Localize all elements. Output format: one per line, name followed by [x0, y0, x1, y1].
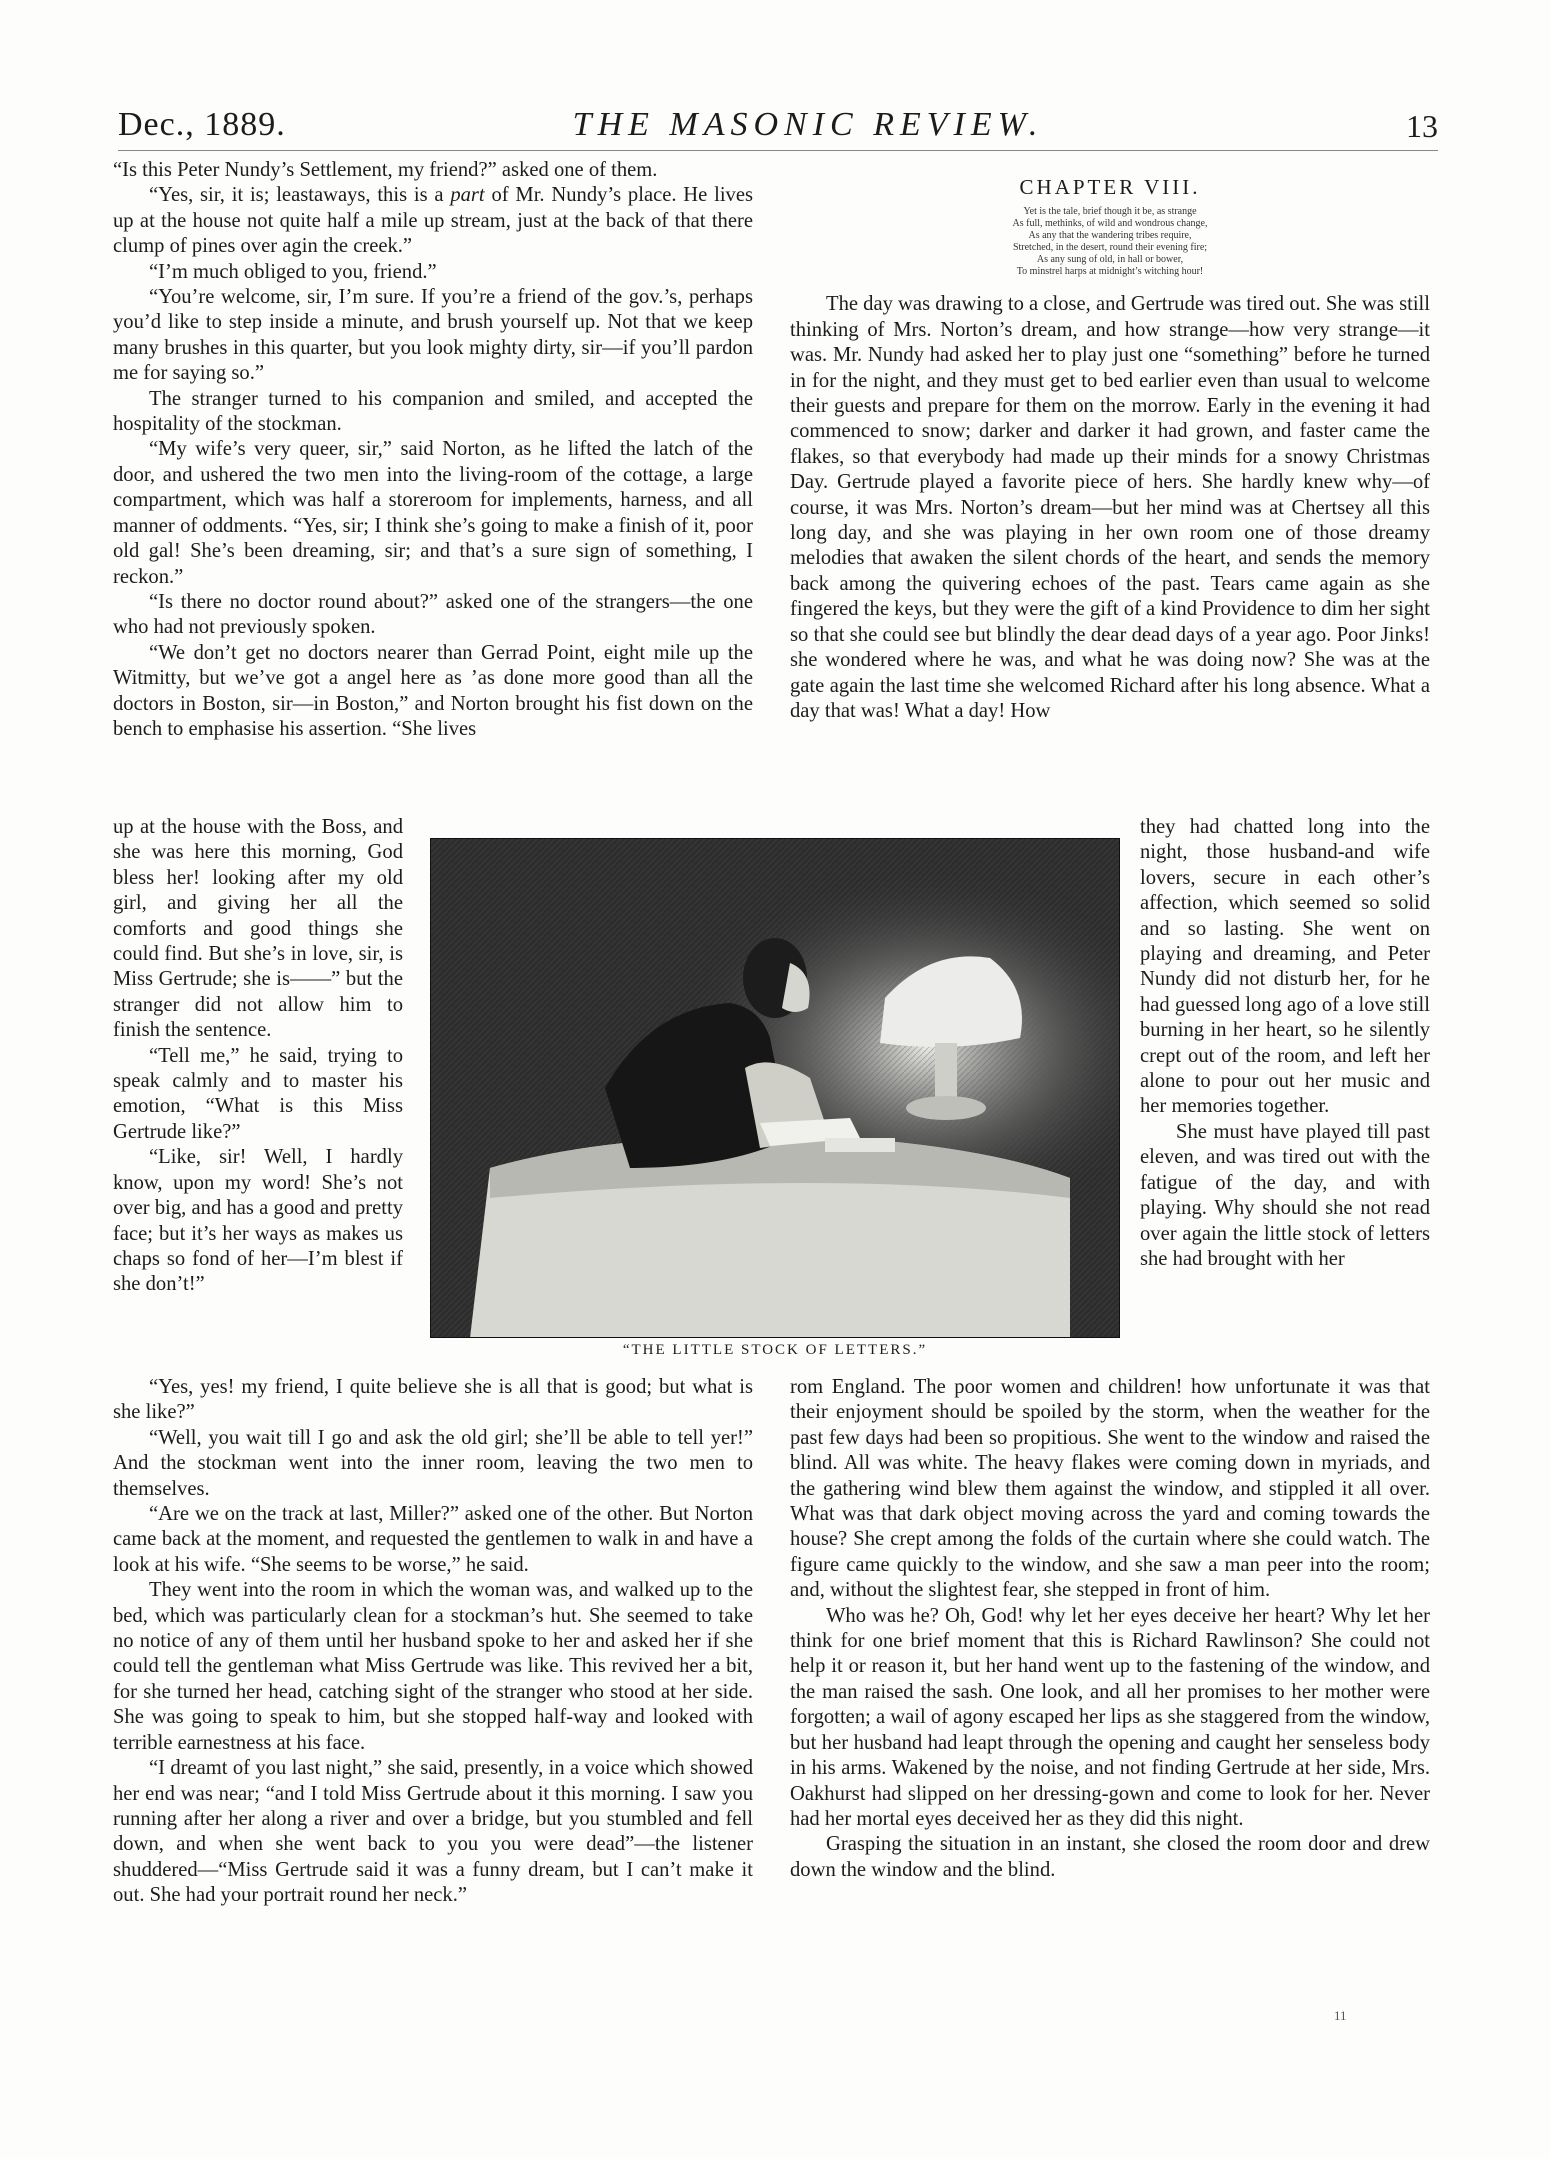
paragraph: “Are we on the track at last, Miller?” asked one of the other. But Norton came back at the moment, and requested the gentlemen to walk in and have a look at his wife. “She seems to be worse,” he said. [113, 1503, 753, 1576]
paragraph: “Yes, sir, it is; leastaways, this is a part of Mr. Nundy’s place. He lives up at the house not quite half a mile up stream, just at the back of that there clump of pines over agin the creek.” [113, 184, 753, 258]
paragraph: “Tell me,” he said, trying to speak calmly and to master his emotion, “What is this Miss Gertrude like?” [113, 1044, 403, 1143]
paragraph: Grasping the situation in an instant, she closed the room door and drew down the window and the blind. [790, 1833, 1430, 1881]
epigraph-line: Yet is the tale, brief though it be, as strange [1023, 206, 1197, 218]
italic-part: part [450, 184, 485, 207]
paragraph: Who was he? Oh, God! why let her eyes deceive her heart? Why let her think for one brief moment that this is Richard Rawlinson? She could not help it or reason it, but her hand went up to the fastening of the window, and the man raised the sash. One look, and all her promises to her mother were forgotten; a wail of agony escaped her lips as she staggered from the window, but her husband had leapt through the opening and caught her senseless body in his arms. Wakened by the noise, and not finding Gertrude at her side, Mrs. Oakhurst had slipped on her dressing-gown and come to look for her. Never had her mortal eyes deceived her as they did this night. [790, 1604, 1430, 1830]
paragraph: rom England. The poor women and children! how unfortunate it was that their enjoyment should be spoiled by the storm, when the weather for the past few days had been so propitious. She went to the window and raised the blind. All was white. The heavy flakes were coming down in myriads, and the gathering wind blew them against the window, and stippled it all over. What was that dark object moving across the yard and coming towards the house? She crept among the folds of the curtain where she could watch. The figure came quickly to the window, and she saw a man peer into the room; and, without the slightest fear, she stepped in front of him. [790, 1376, 1430, 1602]
paragraph: “Like, sir! Well, I hardly know, upon my word! She’s not over big, and has a good and pretty face; but it’s her ways as makes us chaps so fond of her—I’m blest if she don’t!” [113, 1146, 403, 1296]
paragraph: She must have played till past eleven, and was tired out with the fatigue of the day, and with playing. Why should she not read over again the little stock of letters she had brought with her [1140, 1120, 1430, 1270]
issue-date: Dec., 1889. [118, 106, 286, 143]
left-column-top [113, 158, 753, 742]
paragraph: They went into the room in which the woman was, and walked up to the bed, which was particularly clean for a stockman’s hut. She seemed to take no notice of any of them until her husband spoke to her and asked her if she could tell the gentleman what Miss Gertrude was like. This revived her a bit, for she turned her head, catching sight of the stranger who stood at her side. She was going to speak to him, but she stopped half-way and looked with terrible earnestness at his face. [113, 1579, 753, 1754]
journal-title: THE MASONIC REVIEW. [572, 106, 1044, 143]
epigraph-line: To minstrel harps at midnight’s witching hour! [1016, 266, 1204, 278]
paragraph: “Well, you wait till I go and ask the old girl; she’ll be able to tell yer!” And the stockman went into the inner room, leaving the two men to themselves. [113, 1426, 753, 1500]
paragraph: they had chatted long into the night, those husband-and wife lovers, secure in each other’s affection, which seemed so solid and so lasting. She went on playing and dreaming, and Peter Nundy did not disturb her, for he had guessed long ago of a love still burning in her heart, so he silently crept out of the room, and left her alone to pour out her music and her memories together. [1140, 816, 1430, 1118]
paragraph: “Is this Peter Nundy’s Settlement, my friend?” asked one of them. [113, 159, 658, 181]
header-rule [118, 150, 1438, 151]
running-header [118, 106, 1438, 146]
paragraph: “I’m much obliged to you, friend.” [149, 260, 437, 283]
right-column-bottom [790, 1375, 1430, 1883]
chapter-epigraph [790, 206, 1430, 278]
epigraph-line: As any that the wandering tribes require, [1028, 230, 1192, 242]
paragraph: “We don’t get no doctors nearer than Gerrad Point, eight mile up the Witmitty, but we’ve got a angel here as ’as done more good than all the doctors in Boston, sir—in Boston,” and Norton brought his fist down on the bench to emphasise his assertion. “She lives [113, 641, 753, 740]
paragraph: The day was drawing to a close, and Gertrude was tired out. She was still thinking of Mrs. Norton’s dream, and how strange—how very strange—it was. Mr. Nundy had asked her to play just one “something” before he turned in for the night, and they must get to bed earlier even than usual to welcome their guests and prepare for them on the morrow. Early in the evening it had commenced to snow; darker and darker it had grown, and faster came the flakes, so that everybody had made up their minds for a snowy Christmas Day. Gertrude played a favorite piece of hers. She hardly knew why—of course, it was Mrs. Norton’s dream—but her mind was at Chertsey all this long day, and she was playing in her own room one of those dreamy melodies that awaken the silent chords of the heart, and sends the memory back among the quivering echoes of the past. Tears came again as she fingered the keys, but they were the gift of a kind Providence to dim her sight so that she could see but blindly the dear dead days of a year ago. Poor Jinks! she wondered where he was, and what he was doing now? She was at the gate again the last time she welcomed Richard after his long absence. What a day that was! What a day! How [790, 293, 1430, 722]
illustration-caption: “THE LITTLE STOCK OF LETTERS.” [622, 1342, 928, 1358]
epigraph-line: Stretched, in the desert, round their evening fire; [1012, 242, 1208, 254]
page-number: 13 [1406, 108, 1438, 144]
illustration-image [430, 838, 1120, 1338]
paragraph: “My wife’s very queer, sir,” said Norton, as he lifted the latch of the door, and ushered the two men into the living-room of the cottage, a large compartment, which was half a storeroom for implements, harness, and all manner of oddments. “Yes, sir; I think she’s going to make a finish of it, poor old gal! She’s been dreaming, sir; and that’s a sure sign of something, I reckon.” [113, 438, 753, 588]
left-column-bottom [113, 1375, 753, 1909]
paragraph: “Yes, yes! my friend, I quite believe she is all that is good; but what is she like?” [113, 1376, 753, 1424]
paragraph: “I dreamt of you last night,” she said, presently, in a voice which showed her end was near; “and I told Miss Gertrude about it this morning. I saw you running after her along a river and over a bridge, but you stumbled and fell down, and when she went back to you you were dead”—the listener shuddered—“Miss Gertrude said it was a funny dream, but I can’t make it out. She had your portrait round her neck.” [113, 1757, 753, 1907]
paragraph: up at the house with the Boss, and she was here this morning, God bless her! looking after my old girl, and giving her all the comforts and good things she could find. But she’s in love, sir, is Miss Gertrude; she is——” but the stranger did not allow him to finish the sentence. [113, 816, 403, 1042]
left-column-wrap [113, 815, 403, 1298]
paragraph: “Is there no doctor round about?” asked one of the strangers—the one who had not previously spoken. [113, 590, 753, 639]
right-column-wrap [1140, 815, 1430, 1272]
epigraph-line: As any sung of old, in hall or bower, [1036, 254, 1184, 266]
paragraph: “You’re welcome, sir, I’m sure. If you’re a friend of the gov.’s, perhaps you’d like to step inside a minute, and brush yourself up. Not that we keep many brushes in this quarter, but you look mighty dirty, sir—if you’ll pardon me for saying so.” [113, 286, 753, 385]
chapter-heading: CHAPTER VIII. [1019, 175, 1201, 199]
paragraph: The stranger turned to his companion and smiled, and accepted the hospitality of the stockman. [113, 387, 753, 436]
right-column-top [790, 175, 1430, 724]
illustration-woman-reading-letters [430, 838, 1120, 1338]
signature-mark: 11 [1334, 2008, 1347, 2023]
epigraph-line: As full, methinks, of wild and wondrous change, [1012, 218, 1208, 230]
